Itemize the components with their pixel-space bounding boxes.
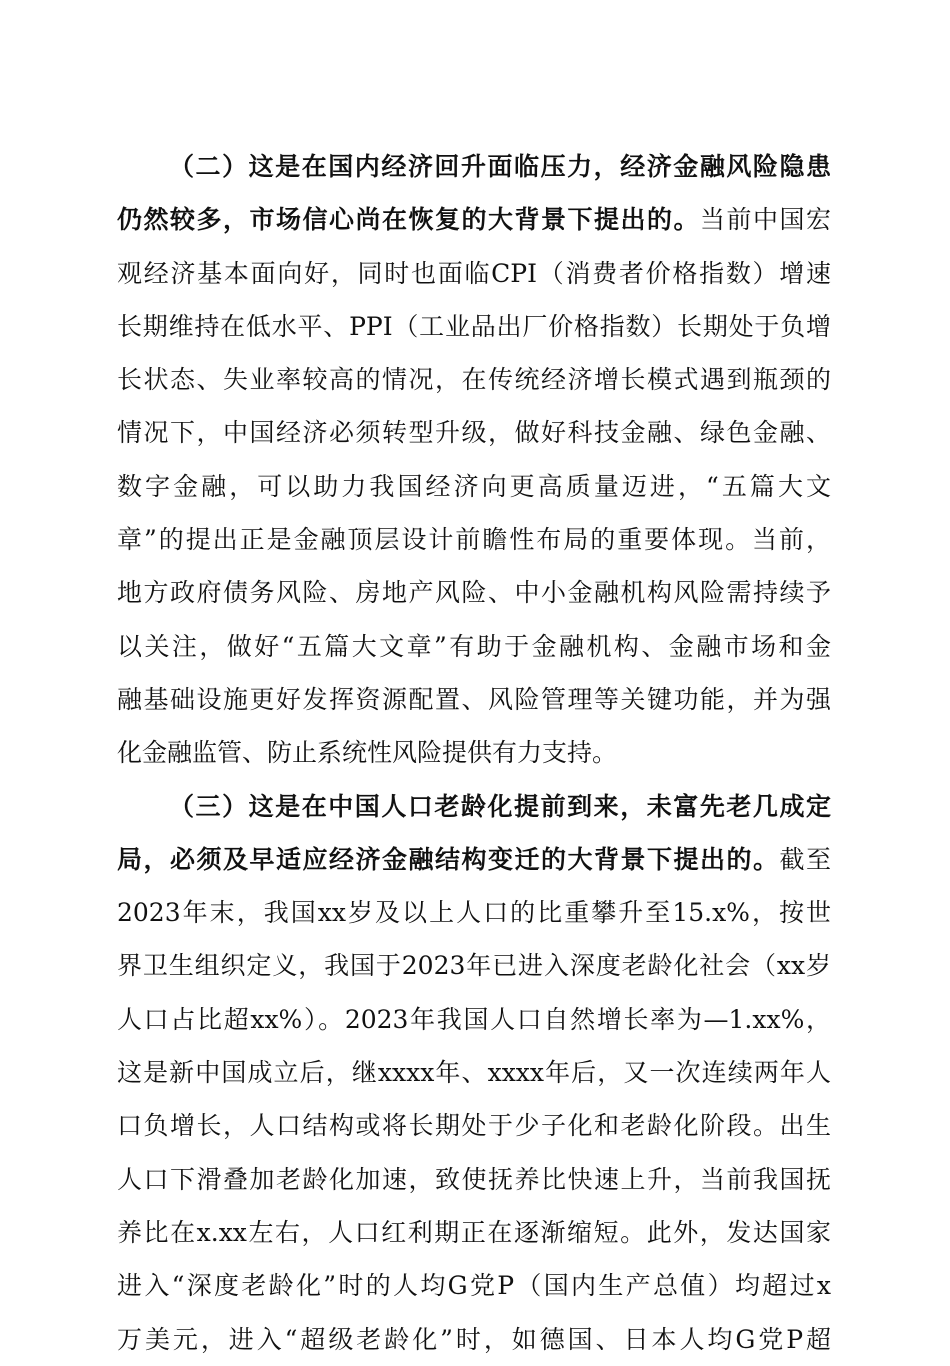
paragraph-3-line bbox=[117, 780, 831, 833]
bold-heading-text: （二）这是在国内经济回升面临压力，经济金融风险隐患 bbox=[169, 152, 831, 181]
body-text: 人口下滑叠加老龄化加速，致使抚养比快速上升，当前我国抚 bbox=[117, 1164, 831, 1194]
body-text: 当前中国宏 bbox=[699, 205, 831, 235]
paragraph-2-line bbox=[117, 247, 831, 300]
body-text: 融基础设施更好发挥资源配置、风险管理等关键功能，并为强 bbox=[117, 684, 831, 714]
body-text: 万美元，进入“超级老龄化”时，如德国、日本人均G党P超 bbox=[117, 1324, 831, 1354]
paragraph-3-line bbox=[117, 1206, 831, 1259]
paragraph-3-line bbox=[117, 939, 831, 992]
paragraph-3-line bbox=[117, 1259, 831, 1312]
paragraph-3-line bbox=[117, 886, 831, 939]
paragraph-3-line bbox=[117, 993, 831, 1046]
paragraph-2-line bbox=[117, 300, 831, 353]
bold-heading-text: 仍然较多，市场信心尚在恢复的大背景下提出的。 bbox=[117, 205, 700, 235]
paragraph-2-line bbox=[117, 140, 831, 193]
paragraph-3-line bbox=[117, 1099, 831, 1152]
body-text: 2023年末，我国xx岁及以上人口的比重攀升至15.x%，按世 bbox=[117, 898, 831, 928]
paragraph-2-line bbox=[117, 460, 831, 513]
body-text: 长期维持在低水平、PPI（工业品出厂价格指数）长期处于负增 bbox=[117, 311, 831, 341]
paragraph-2-line bbox=[117, 726, 831, 779]
bold-heading-text: （三）这是在中国人口老龄化提前到来，未富先老几成定 bbox=[169, 791, 831, 821]
paragraph-2-line bbox=[117, 353, 831, 406]
body-text: 观经济基本面向好，同时也面临CPI（消费者价格指数）增速 bbox=[117, 258, 831, 288]
body-text: 章”的提出正是金融顶层设计前瞻性布局的重要体现。当前， bbox=[117, 525, 831, 555]
body-text: 情况下，中国经济必须转型升级，做好科技金融、绿色金融、 bbox=[117, 418, 831, 448]
body-text: 截至 bbox=[779, 844, 831, 874]
paragraph-2-line bbox=[117, 406, 831, 459]
body-text: 人口占比超xx%）。2023年我国人口自然增长率为—1.xx%， bbox=[117, 1004, 831, 1034]
paragraph-3-line bbox=[117, 833, 831, 886]
document-body bbox=[117, 140, 831, 1366]
body-text: 养比在x.xx左右，人口红利期正在逐渐缩短。此外，发达国家 bbox=[117, 1217, 831, 1247]
body-text: 界卫生组织定义，我国于2023年已进入深度老龄化社会（xx岁 bbox=[117, 951, 831, 981]
body-text: 口负增长，人口结构或将长期处于少子化和老龄化阶段。出生 bbox=[117, 1111, 831, 1141]
paragraph-2-line bbox=[117, 193, 831, 246]
paragraph-2-line bbox=[117, 513, 831, 566]
body-text: 进入“深度老龄化”时的人均G党P（国内生产总值）均超过x bbox=[117, 1271, 831, 1301]
paragraph-2-line bbox=[117, 566, 831, 619]
paragraph-3-line bbox=[117, 1313, 831, 1366]
paragraph-3-line bbox=[117, 1046, 831, 1099]
paragraph-2-line bbox=[117, 620, 831, 673]
body-text: 以关注，做好“五篇大文章”有助于金融机构、金融市场和金 bbox=[117, 631, 831, 661]
body-text: 这是新中国成立后，继xxxx年、xxxx年后，又一次连续两年人 bbox=[117, 1058, 831, 1088]
paragraph-3-line bbox=[117, 1153, 831, 1206]
body-text: 长状态、失业率较高的情况，在传统经济增长模式遇到瓶颈的 bbox=[117, 365, 831, 395]
paragraph-2-line bbox=[117, 673, 831, 726]
body-text: 化金融监管、防止系统性风险提供有力支持。 bbox=[117, 738, 618, 768]
body-text: 地方政府债务风险、房地产风险、中小金融机构风险需持续予 bbox=[117, 578, 831, 608]
bold-heading-text: 局，必须及早适应经济金融结构变迁的大背景下提出的。 bbox=[117, 844, 780, 874]
body-text: 数字金融，可以助力我国经济向更高质量迈进，“五篇大文 bbox=[117, 471, 831, 501]
